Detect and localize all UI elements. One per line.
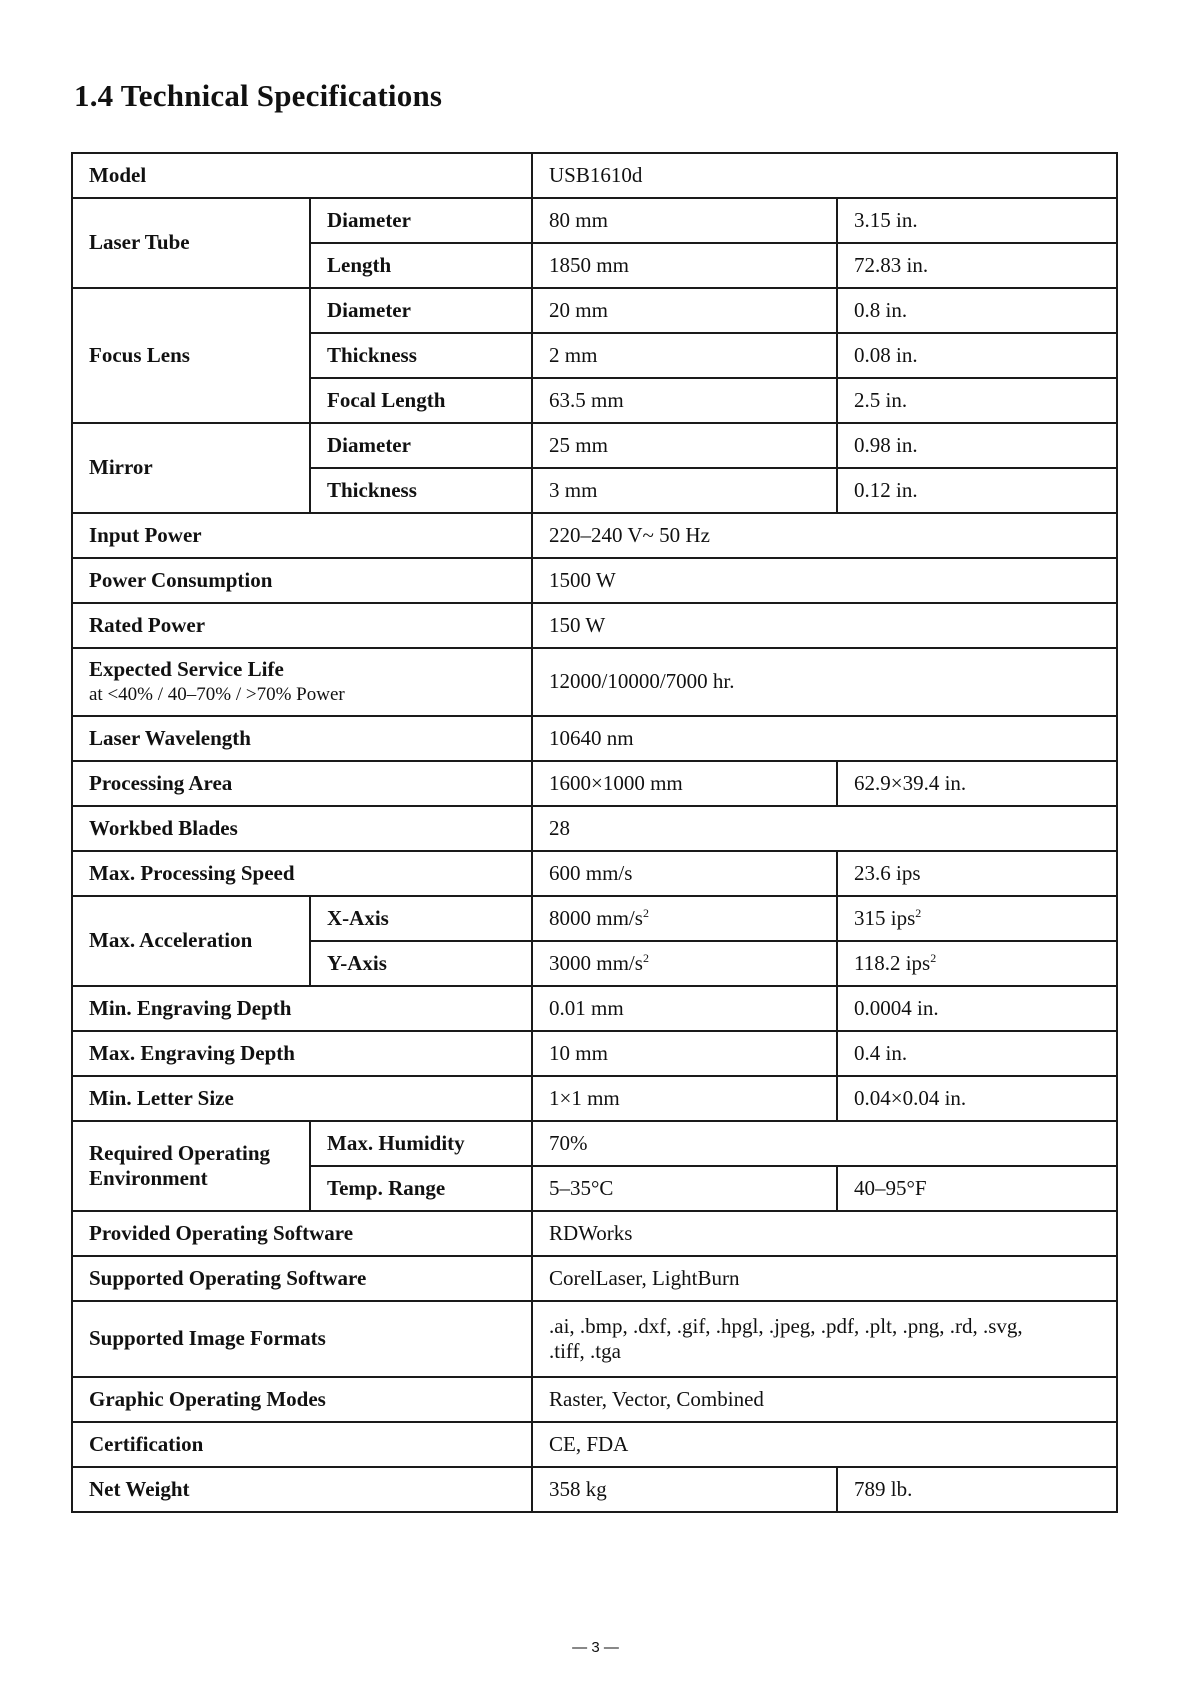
y-axis-imperial-cell <box>837 941 1117 986</box>
certification-value: CE, FDA <box>532 1422 1117 1467</box>
focus-lens-thickness-metric: 2 mm <box>532 333 837 378</box>
min-letter-size-imperial: 0.04×0.04 in. <box>837 1076 1117 1121</box>
graphic-modes-label: Graphic Operating Modes <box>72 1377 532 1422</box>
table-row <box>72 806 1117 851</box>
x-axis-metric-cell <box>532 896 837 941</box>
x-axis-metric: 8000 mm/s <box>549 905 643 930</box>
laser-wavelength-value: 10640 nm <box>532 716 1117 761</box>
net-weight-metric: 358 kg <box>532 1467 837 1512</box>
rated-power-value: 150 W <box>532 603 1117 648</box>
table-row <box>72 1211 1117 1256</box>
image-formats-value-cell <box>532 1301 1117 1377</box>
supported-software-value: CorelLaser, LightBurn <box>532 1256 1117 1301</box>
table-row <box>72 1076 1117 1121</box>
table-row <box>72 558 1117 603</box>
squared-superscript: 2 <box>642 905 649 920</box>
processing-area-label: Processing Area <box>72 761 532 806</box>
operating-environment-label-line1: Required Operating <box>89 1140 271 1165</box>
max-engraving-depth-metric: 10 mm <box>532 1031 837 1076</box>
processing-area-imperial: 62.9×39.4 in. <box>837 761 1117 806</box>
power-consumption-label: Power Consumption <box>72 558 532 603</box>
service-life-label-cell <box>72 648 532 716</box>
model-label: Model <box>72 153 532 198</box>
provided-software-label: Provided Operating Software <box>72 1211 532 1256</box>
table-row <box>72 648 1117 716</box>
input-power-label: Input Power <box>72 513 532 558</box>
focus-lens-label: Focus Lens <box>72 288 310 423</box>
image-formats-value-line1: .ai, .bmp, .dxf, .gif, .hpgl, .jpeg, .pdf, .plt, .png, .rd, .svg, <box>549 1313 1023 1338</box>
table-row <box>72 513 1117 558</box>
laser-tube-diameter-imperial: 3.15 in. <box>837 198 1117 243</box>
table-row <box>72 423 1117 468</box>
y-axis-label: Y-Axis <box>310 941 532 986</box>
mirror-thickness-imperial: 0.12 in. <box>837 468 1117 513</box>
image-formats-value-line2: .tiff, .tga <box>549 1339 621 1363</box>
table-row <box>72 1422 1117 1467</box>
x-axis-imperial-cell <box>837 896 1117 941</box>
mirror-label: Mirror <box>72 423 310 513</box>
focus-lens-thickness-label: Thickness <box>310 333 532 378</box>
rated-power-label: Rated Power <box>72 603 532 648</box>
processing-area-metric: 1600×1000 mm <box>532 761 837 806</box>
laser-tube-label: Laser Tube <box>72 198 310 288</box>
max-humidity-label: Max. Humidity <box>310 1121 532 1166</box>
table-row <box>72 1301 1117 1377</box>
focus-lens-focal-length-metric: 63.5 mm <box>532 378 837 423</box>
input-power-value: 220–240 V~ 50 Hz <box>532 513 1117 558</box>
provided-software-value: RDWorks <box>532 1211 1117 1256</box>
focus-lens-focal-length-imperial: 2.5 in. <box>837 378 1117 423</box>
table-row <box>72 1256 1117 1301</box>
mirror-thickness-label: Thickness <box>310 468 532 513</box>
service-life-value: 12000/10000/7000 hr. <box>532 648 1117 716</box>
max-processing-speed-label: Max. Processing Speed <box>72 851 532 896</box>
workbed-blades-label: Workbed Blades <box>72 806 532 851</box>
page-heading: 1.4 Technical Specifications <box>74 78 443 113</box>
table-row <box>72 1121 1117 1166</box>
temp-range-label: Temp. Range <box>310 1166 532 1211</box>
min-engraving-depth-label: Min. Engraving Depth <box>72 986 532 1031</box>
table-row <box>72 986 1117 1031</box>
image-formats-label: Supported Image Formats <box>72 1301 532 1377</box>
table-row <box>72 896 1117 941</box>
squared-superscript: 2 <box>915 905 922 920</box>
focus-lens-focal-length-label: Focal Length <box>310 378 532 423</box>
laser-tube-length-imperial: 72.83 in. <box>837 243 1117 288</box>
max-engraving-depth-label: Max. Engraving Depth <box>72 1031 532 1076</box>
max-processing-speed-metric: 600 mm/s <box>532 851 837 896</box>
service-life-label: Expected Service Life <box>89 657 284 681</box>
graphic-modes-value: Raster, Vector, Combined <box>532 1377 1117 1422</box>
table-row <box>72 761 1117 806</box>
y-axis-metric: 3000 mm/s <box>549 950 643 975</box>
certification-label: Certification <box>72 1422 532 1467</box>
laser-tube-length-label: Length <box>310 243 532 288</box>
table-row <box>72 1377 1117 1422</box>
table-row <box>72 851 1117 896</box>
table-row <box>72 198 1117 243</box>
laser-tube-diameter-label: Diameter <box>310 198 532 243</box>
focus-lens-diameter-metric: 20 mm <box>532 288 837 333</box>
page-number: — 3 — <box>572 1639 619 1656</box>
laser-tube-diameter-metric: 80 mm <box>532 198 837 243</box>
net-weight-label: Net Weight <box>72 1467 532 1512</box>
laser-tube-length-metric: 1850 mm <box>532 243 837 288</box>
mirror-diameter-label: Diameter <box>310 423 532 468</box>
min-engraving-depth-metric: 0.01 mm <box>532 986 837 1031</box>
min-letter-size-metric: 1×1 mm <box>532 1076 837 1121</box>
temp-range-metric: 5–35°C <box>532 1166 837 1211</box>
laser-wavelength-label: Laser Wavelength <box>72 716 532 761</box>
mirror-thickness-metric: 3 mm <box>532 468 837 513</box>
focus-lens-thickness-imperial: 0.08 in. <box>837 333 1117 378</box>
model-value: USB1610d <box>532 153 1117 198</box>
max-humidity-value: 70% <box>532 1121 1117 1166</box>
operating-environment-label-line2: Environment <box>89 1166 208 1190</box>
temp-range-imperial: 40–95°F <box>837 1166 1117 1211</box>
min-letter-size-label: Min. Letter Size <box>72 1076 532 1121</box>
mirror-diameter-imperial: 0.98 in. <box>837 423 1117 468</box>
table-row <box>72 1031 1117 1076</box>
squared-superscript: 2 <box>642 950 649 965</box>
net-weight-imperial: 789 lb. <box>837 1467 1117 1512</box>
x-axis-label: X-Axis <box>310 896 532 941</box>
table-row <box>72 288 1117 333</box>
workbed-blades-value: 28 <box>532 806 1117 851</box>
y-axis-imperial: 118.2 ips <box>854 950 931 975</box>
max-engraving-depth-imperial: 0.4 in. <box>837 1031 1117 1076</box>
squared-superscript: 2 <box>930 950 937 965</box>
specifications-table <box>71 152 1118 1513</box>
supported-software-label: Supported Operating Software <box>72 1256 532 1301</box>
operating-environment-label-cell <box>72 1121 310 1211</box>
table-row <box>72 603 1117 648</box>
service-life-sublabel: at <40% / 40–70% / >70% Power <box>89 684 345 706</box>
mirror-diameter-metric: 25 mm <box>532 423 837 468</box>
table-row <box>72 1467 1117 1512</box>
focus-lens-diameter-imperial: 0.8 in. <box>837 288 1117 333</box>
max-processing-speed-imperial: 23.6 ips <box>837 851 1117 896</box>
power-consumption-value: 1500 W <box>532 558 1117 603</box>
y-axis-metric-cell <box>532 941 837 986</box>
focus-lens-diameter-label: Diameter <box>310 288 532 333</box>
table-row <box>72 716 1117 761</box>
min-engraving-depth-imperial: 0.0004 in. <box>837 986 1117 1031</box>
max-acceleration-label: Max. Acceleration <box>72 896 310 986</box>
x-axis-imperial: 315 ips <box>854 905 916 930</box>
table-row <box>72 153 1117 198</box>
